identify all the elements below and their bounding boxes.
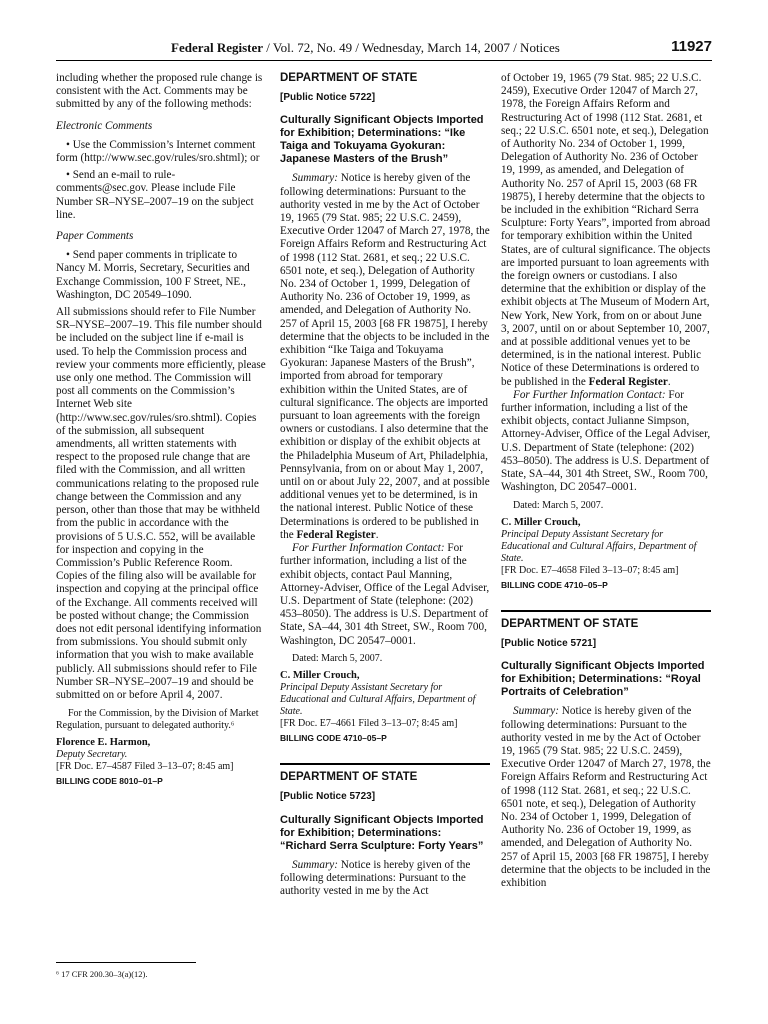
column-3 <box>501 72 711 890</box>
column-1 <box>56 72 266 789</box>
page-number: 11927 <box>671 38 712 55</box>
submission-paragraph: All submissions should refer to File Number SR–NYSE–2007–19. This file number should be included on the subject line if e-mail is used. To help the Commission process and review your comments more efficiently, please use only one method. The Commission will post all comments on the Commission’s Internet Web site (http://www.sec.gov/rules/sro.shtml). Copies of the submission, all subsequent amendments, all written statements with respect to the proposed rule change that are filed with the Commission, and all written communications relating to the proposed rule change between the Commission and any person, other than those that may be withheld from the public in accordance with the provisions of 5 U.S.C. 552, will be available for inspection and copying in the Commission’s Public Reference Room. Copies of the filing also will be available for inspection and copying at the principal office of the Exchange. All comments received will be posted without change; the Commission does not edit personal identifying information from submissions. You should submit only information that you wish to make available publicly. All submissions should refer to File Number SR–NYSE–2007–19 and should be submitted on or before April 4, 2007. <box>56 306 266 701</box>
column-2 <box>280 72 490 898</box>
section-heading-electronic: Electronic Comments <box>56 119 153 132</box>
notice-title: Culturally Significant Objects Imported for Exhibition; Determinations: “Ike Taiga and Tokuyama Gyokuran: Japanese Masters of the Brush” <box>280 114 484 166</box>
section-divider <box>280 763 490 765</box>
public-notice-number: [Public Notice 5721] <box>501 638 597 650</box>
fr-doc: [FR Doc. E7–4587 Filed 3–13–07; 8:45 am] <box>56 761 234 773</box>
signer-name: C. Miller Crouch, <box>501 516 581 528</box>
department-heading: DEPARTMENT OF STATE <box>501 617 639 630</box>
fr-doc: [FR Doc. E7–4658 Filed 3–13–07; 8:45 am] <box>501 564 679 576</box>
dated: Dated: March 5, 2007. <box>292 652 383 664</box>
bullet-email: • Send an e-mail to rule-comments@sec.gov. Please include File Number SR–NYSE–2007–19 on the subject line. <box>56 169 254 221</box>
public-notice-number: [Public Notice 5722] <box>280 92 376 104</box>
contact-paragraph: For Further Information Contact: For further information, including a list of the exhibit objects, contact Julianne Simpson, Attorney-Adviser, Office of the Legal Adviser, U.S. Department of State (telephone: (202) 453–8050). The address is U.S. Department of State, SA–44, 301 4th Street, SW., Room 700, Washington, DC 20547–0001. <box>501 388 711 494</box>
public-notice-number: [Public Notice 5723] <box>280 791 376 803</box>
summary-paragraph-start: Summary: Notice is hereby given of the following determinations: Pursuant to the authority vested in me by the Act <box>280 858 471 897</box>
billing-code: BILLING CODE 4710–05–P <box>501 579 608 590</box>
signer-name: C. Miller Crouch, <box>280 669 360 681</box>
bullet-internet-form: • Use the Commission’s Internet comment form (http://www.sec.gov/rules/sro.shtml); or <box>56 138 260 165</box>
footnote: ⁶ 17 CFR 200.30–3(a)(12). <box>56 962 196 979</box>
signer-title: Principal Deputy Assistant Secretary for Educational and Cultural Affairs, Department of State. <box>501 528 697 564</box>
dated: Dated: March 5, 2007. <box>513 499 604 511</box>
signer-name: Florence E. Harmon, <box>56 737 151 749</box>
bullet-paper: • Send paper comments in triplicate to Nancy M. Morris, Secretary, Securities and Exchange Commission, 100 F Street, NE., Washington, DC 20549–1090. <box>56 249 250 301</box>
department-heading: DEPARTMENT OF STATE <box>280 771 418 784</box>
intro-paragraph: including whether the proposed rule change is consistent with the Act. Comments may be submitted by any of the following methods: <box>56 72 263 111</box>
notice-title: Culturally Significant Objects Imported for Exhibition; Determinations: “Royal Portraits of Celebration” <box>501 660 705 699</box>
fr-doc: [FR Doc. E7–4661 Filed 3–13–07; 8:45 am] <box>280 717 458 729</box>
billing-code: BILLING CODE 8010–01–P <box>56 776 163 787</box>
for-commission: For the Commission, by the Division of Market Regulation, pursuant to delegated authority.⁶ <box>56 708 259 732</box>
running-header <box>56 40 712 61</box>
notice-title: Culturally Significant Objects Imported for Exhibition; Determinations: “Richard Serra Sculpture: Forty Years” <box>280 813 484 852</box>
summary-paragraph: Summary: Notice is hereby given of the following determinations: Pursuant to the authority vested in me by the Act of October 19, 1965 (79 Stat. 985; 22 U.S.C. 2459), Executive Order 12047 of March 27, 1978, the Foreign Affairs Reform and Restructuring Act of 1998 (112 Stat. 2681, et seq.; 22 U.S.C. 6501 note, et seq.), Delegation of Authority No. 234 of October 1, 1999, Delegation of Authority No. 236 of October 19, 1999, as amended, and Delegation of Authority No. 257 of April 15, 2003 [68 FR 19875], I hereby determine that the objects to be included in the exhibition <box>501 705 711 889</box>
signer-title: Principal Deputy Assistant Secretary for Educational and Cultural Affairs, Department of State. <box>280 681 476 717</box>
contact-paragraph: For Further Information Contact: For further information, including a list of the exhibit objects, contact Paul Manning, Attorney-Adviser, Office of the Legal Adviser, U.S. Department of State (telephone: (202) 453–8050). The address is U.S. Department of State, SA–44, 301 4th Street, SW., Room 700, Washington, DC 20547–0001. <box>280 542 490 647</box>
department-heading: DEPARTMENT OF STATE <box>280 72 418 84</box>
section-heading-paper: Paper Comments <box>56 230 134 243</box>
section-divider <box>501 610 711 612</box>
summary-paragraph-continued: of October 19, 1965 (79 Stat. 985; 22 U.S.C. 2459), Executive Order 12047 of March 27, 1978, the Foreign Affairs Reform and Restructuring Act of 1998 (112 Stat. 2681, et seq.; 22 U.S.C. 6501 note, et seq.), Delegation of Authority No. 234 of October 1, 1999, Delegation of Authority No. 236 of October 19, 1999, as amended, and Delegation of Authority No. 257 of April 15, 2003 (68 FR 19875), I hereby determine that the objects to be included in the exhibition “Richard Serra Sculpture: Forty Years”, imported from abroad for temporary exhibition within the United States, are of cultural significance. The objects are imported pursuant to loan agreements with the foreign owners or custodians. I also determine that the exhibition or display of the exhibit objects at The Museum of Modern Art, New York, New York, from on or about June 3, 2007, until on or about September 10, 2007, and at possible additional venues yet to be determined, is in the national interest. Public Notice of these Determinations is ordered to be published in the Federal Register. <box>501 72 711 388</box>
signer-title: Deputy Secretary. <box>56 749 128 761</box>
billing-code: BILLING CODE 4710–05–P <box>280 732 387 743</box>
summary-paragraph: Summary: Notice is hereby given of the following determinations: Pursuant to the authority vested in me by the Act of October 19, 1965 (79 Stat. 985; 22 U.S.C. 2459), Executive Order 12047 of March 27, 1978, the Foreign Affairs Reform and Restructuring Act of 1998 (112 Stat. 2681, et seq.; 22 U.S.C. 6501 note, et seq.), Delegation of Authority No. 234 of October 1, 1999, Delegation of Authority No. 236 of October 19, 1999, as amended, and Delegation of Authority No. 257 of April 15, 2003 [68 FR 19875], I hereby determine that the objects to be included in the exhibition “Ike Taiga and Tokuyama Gyokuran: Japanese Masters of the Brush”, imported from abroad for temporary exhibition within the United States, are of cultural significance. The objects are imported pursuant to loan agreements with the foreign owners or custodians. I also determine that the exhibition or display of the exhibit objects at the Philadelphia Museum of Art, Philadelphia, Pennsylvania, from on or about May 1, 2007, until on or about July 22, 2007, and at possible additional venues yet to be determined, is in the national interest. Public Notice of these Determinations is ordered to be published in the Federal Register. <box>280 172 490 541</box>
header-title: Federal Register / Vol. 72, No. 49 / Wednesday, March 14, 2007 / Notices <box>171 40 560 55</box>
